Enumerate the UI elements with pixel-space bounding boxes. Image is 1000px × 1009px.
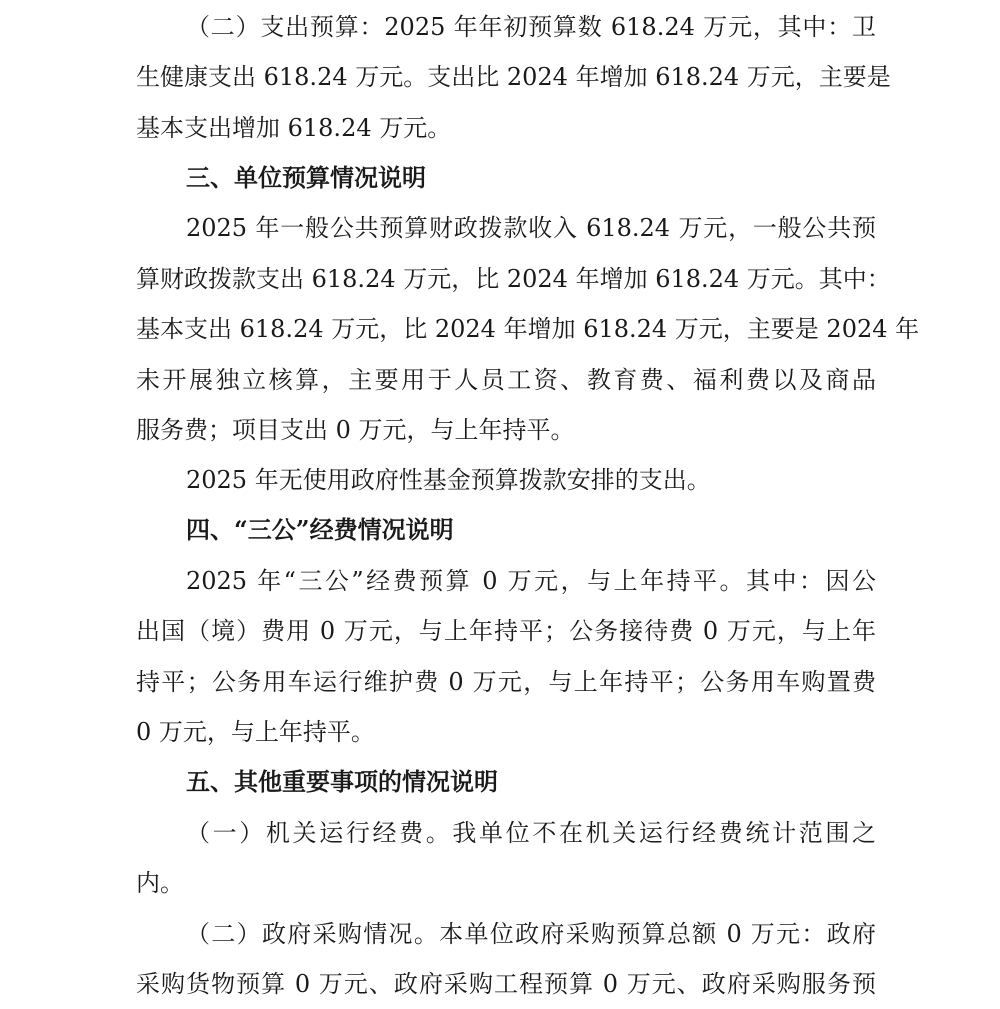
paragraph-procurement-line: 采购货物预算 0 万元、政府采购工程预算 0 万元、政府采购服务预 [136,970,876,998]
paragraph-expenditure-budget-line: （二）支出预算：2025 年年初预算数 618.24 万元，其中：卫 [186,13,876,41]
paragraph-three-public-expenses-line: 持平；公务用车运行维护费 0 万元，与上年持平；公务用车购置费 [136,668,876,696]
paragraph-operating-expenses-line: 内。 [136,869,184,897]
paragraph-government-fund: 2025 年无使用政府性基金预算拨款安排的支出。 [186,466,711,494]
paragraph-fiscal-appropriation-line: 基本支出 618.24 万元，比 2024 年增加 618.24 万元，主要是 2024 年 [136,315,920,343]
section-heading-unit-budget: 三、单位预算情况说明 [186,163,426,192]
paragraph-fiscal-appropriation-line: 2025 年一般公共预算财政拨款收入 618.24 万元，一般公共预 [186,214,876,242]
paragraph-fiscal-appropriation-line: 服务费；项目支出 0 万元，与上年持平。 [136,416,575,444]
paragraph-fiscal-appropriation-line: 算财政拨款支出 618.24 万元，比 2024 年增加 618.24 万元。其中： [136,265,891,293]
paragraph-expenditure-budget-line: 生健康支出 618.24 万元。支出比 2024 年增加 618.24 万元，主要是 [136,63,891,91]
paragraph-three-public-expenses-line: 2025 年“三公”经费预算 0 万元，与上年持平。其中：因公 [186,567,876,595]
paragraph-expenditure-budget-line: 基本支出增加 618.24 万元。 [136,114,452,142]
section-heading-three-public-expenses: 四、“三公”经费情况说明 [186,515,454,544]
paragraph-procurement-line: （二）政府采购情况。本单位政府采购预算总额 0 万元：政府 [186,920,876,948]
paragraph-three-public-expenses-line: 0 万元，与上年持平。 [136,718,375,746]
paragraph-three-public-expenses-line: 出国（境）费用 0 万元，与上年持平；公务接待费 0 万元，与上年 [136,617,876,645]
section-heading-other-matters: 五、其他重要事项的情况说明 [186,767,498,796]
paragraph-fiscal-appropriation-line: 未开展独立核算，主要用于人员工资、教育费、福利费以及商品 [136,366,876,394]
paragraph-operating-expenses-line: （一）机关运行经费。我单位不在机关运行经费统计范围之 [186,819,876,847]
